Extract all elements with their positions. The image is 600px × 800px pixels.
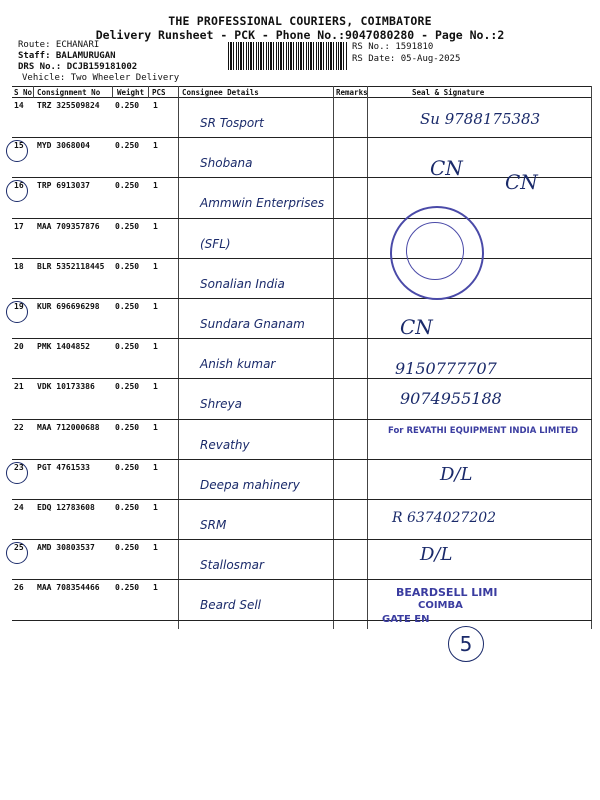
row-consignment-no: MAA 708354466	[37, 583, 100, 593]
row-consignee-handwritten: Sonalian India	[200, 276, 285, 291]
table-row-border	[12, 338, 592, 339]
row-consignee-handwritten: Ammwin Enterprises	[200, 196, 325, 211]
table-row-border	[12, 539, 592, 540]
row-consignment-no: MAA 712000688	[37, 422, 100, 432]
table-row-border	[12, 459, 592, 460]
row-pcs: 1	[153, 422, 158, 432]
column-divider	[367, 86, 368, 629]
row-sno: 19	[14, 302, 24, 311]
table-top-border	[12, 86, 592, 87]
row-weight: 0.250	[115, 141, 140, 151]
row-consignment-no: TRP 6913037	[37, 181, 90, 191]
table-row-border	[12, 499, 592, 500]
barcode-image	[228, 42, 348, 70]
rs-number: RS No.: 1591810	[352, 42, 434, 52]
row-consignment-no: VDK 10173386	[37, 382, 95, 392]
vehicle-label: Vehicle: Two Wheeler Delivery	[22, 73, 180, 83]
table-header-border	[12, 97, 592, 98]
row-signature: CN	[430, 156, 463, 181]
row-consignee-handwritten: Revathy	[200, 437, 250, 452]
row-sno: 22	[14, 422, 24, 432]
row-consignment-no: EDQ 12783608	[37, 503, 95, 512]
route-label: Route: ECHANARI	[18, 40, 100, 50]
row-consignee-handwritten: Stallosmar	[200, 558, 264, 573]
row-pcs: 1	[153, 382, 158, 392]
table-row-border	[12, 620, 592, 621]
row-pcs: 1	[153, 221, 158, 231]
company-seal-inner	[406, 222, 464, 280]
row-consignment-no: KUR 696696298	[37, 302, 100, 311]
row-weight: 0.250	[115, 503, 140, 512]
row-pcs: 1	[153, 543, 158, 553]
row-sno: 20	[14, 342, 24, 352]
row-pcs: 1	[153, 462, 158, 472]
row-weight: 0.250	[115, 261, 140, 271]
row-pcs: 1	[153, 261, 158, 271]
col-header-consignment: Consignment No	[37, 88, 101, 97]
row-consignment-no: MYD 3068004	[37, 141, 90, 151]
row-pcs: 1	[153, 181, 158, 191]
row-consignee-handwritten: Shobana	[200, 156, 253, 171]
column-divider	[333, 86, 334, 629]
row-weight: 0.250	[115, 181, 140, 191]
row-consignee-handwritten: (SFL)	[200, 236, 231, 251]
table-row-border	[12, 419, 592, 420]
staff-label: Staff: BALAMURUGAN	[18, 51, 116, 61]
table-row-border	[12, 137, 592, 138]
row-pcs: 1	[153, 141, 158, 151]
column-divider	[33, 86, 34, 98]
row-sno: 25	[14, 543, 24, 553]
col-header-consignee: Consignee Details	[182, 88, 259, 97]
row-consignment-no: AMD 30803537	[37, 543, 95, 553]
col-header-seal: Seal & Signature	[412, 88, 485, 97]
row-consignee-handwritten: Sundara Gnanam	[200, 317, 305, 331]
row-consignment-no: MAA 709357876	[37, 221, 100, 231]
col-header-sno: S No	[14, 88, 33, 97]
row-sno: 16	[14, 181, 24, 191]
column-divider	[112, 86, 113, 98]
beardsell-stamp-line1: BEARDSELL LIMI	[396, 586, 498, 599]
col-header-pcs: PCS	[152, 88, 166, 97]
row-weight: 0.250	[115, 382, 140, 392]
row-sno: 26	[14, 583, 24, 593]
row-consignment-no: TRZ 325509824	[37, 101, 100, 110]
table-row-border	[12, 298, 592, 299]
page-count-mark: 5	[448, 626, 484, 662]
row-weight: 0.250	[115, 101, 140, 110]
row-consignment-no: PGT 4761533	[37, 462, 90, 472]
document-subtitle: Delivery Runsheet - PCK - Phone No.:9047080280 - Page No.:2	[95, 28, 505, 42]
row-signature: Su 9788175383	[420, 110, 541, 128]
row-pcs: 1	[153, 583, 158, 593]
row-sno: 23	[14, 462, 24, 472]
row-signature: 9074955188	[400, 389, 502, 409]
row-signature: CN	[400, 315, 433, 339]
table-row-border	[12, 378, 592, 379]
document-title: THE PROFESSIONAL COURIERS, COIMBATORE	[168, 14, 432, 28]
row-sno: 24	[14, 503, 24, 512]
row-consignment-no: PMK 1404852	[37, 342, 90, 352]
row-signature: D/L	[440, 463, 473, 485]
row-consignee-handwritten: SR Tosport	[200, 116, 264, 130]
row-signature: 9150777707	[395, 359, 497, 379]
table-row-border	[12, 258, 592, 259]
column-divider	[148, 86, 149, 98]
col-header-remarks: Remarks	[336, 88, 368, 97]
row-signature: D/L	[420, 544, 453, 566]
rs-date: RS Date: 05-Aug-2025	[352, 54, 461, 64]
row-sno: 21	[14, 382, 24, 392]
row-sno: 14	[14, 101, 24, 110]
row-signature: CN	[505, 170, 538, 195]
column-divider	[178, 86, 179, 629]
table-row-border	[12, 579, 592, 580]
drs-number: DRS No.: DCJB159181002	[18, 62, 138, 72]
row-consignee-handwritten: Anish kumar	[200, 357, 276, 372]
row-sno: 15	[14, 141, 24, 151]
row-weight: 0.250	[115, 462, 140, 472]
row-consignee-handwritten: Beard Sell	[200, 598, 262, 613]
row-weight: 0.250	[115, 221, 140, 231]
beardsell-stamp-line2: COIMBA	[418, 600, 463, 611]
row-sno: 17	[14, 221, 24, 231]
row-pcs: 1	[153, 342, 158, 352]
row-weight: 0.250	[115, 302, 140, 311]
row-weight: 0.250	[115, 583, 140, 593]
row-consignee-handwritten: SRM	[200, 518, 227, 532]
row-signature: R 6374027202	[392, 510, 497, 526]
row-pcs: 1	[153, 302, 158, 311]
row-pcs: 1	[153, 503, 158, 512]
row-weight: 0.250	[115, 543, 140, 553]
row-consignment-no: BLR 5352118445	[37, 261, 105, 271]
row-consignee-handwritten: Deepa mahinery	[200, 477, 300, 492]
column-divider	[591, 86, 592, 629]
beardsell-stamp-line3: GATE EN	[382, 614, 430, 625]
col-header-weight: Weight	[117, 88, 145, 97]
table-row-border	[12, 218, 592, 219]
row-weight: 0.250	[115, 342, 140, 352]
row-weight: 0.250	[115, 422, 140, 432]
row-consignee-handwritten: Shreya	[200, 397, 242, 412]
revathi-stamp: For REVATHI EQUIPMENT INDIA LIMITED	[388, 426, 579, 436]
row-sno: 18	[14, 261, 24, 271]
row-pcs: 1	[153, 101, 158, 110]
